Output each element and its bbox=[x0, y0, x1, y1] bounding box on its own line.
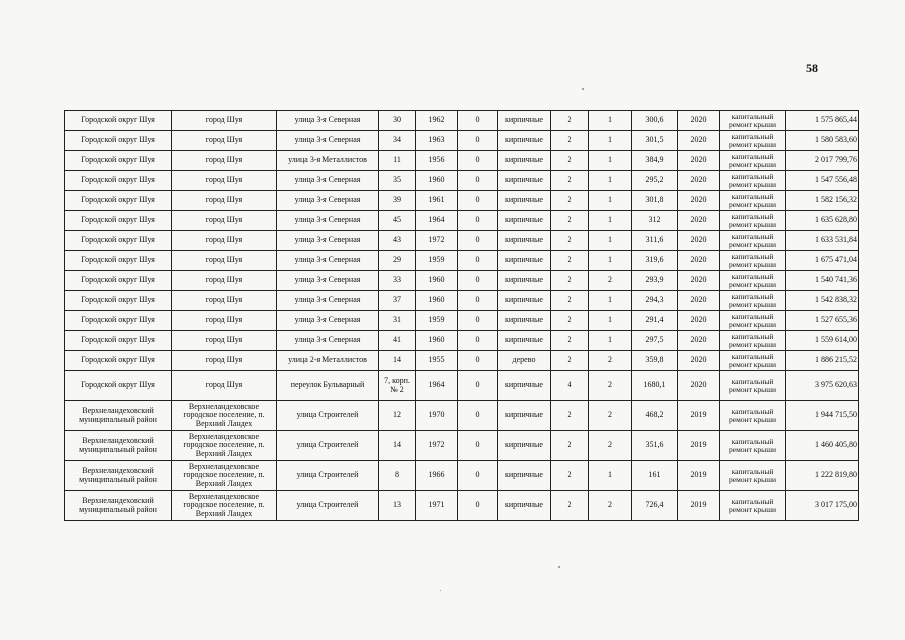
cell-street: улица Строителей bbox=[277, 401, 379, 431]
cell-floors: 2 bbox=[551, 171, 589, 191]
cell-plan-year: 2020 bbox=[678, 291, 720, 311]
cell-settlement: город Шуя bbox=[172, 371, 277, 401]
cell-house-number: 37 bbox=[379, 291, 416, 311]
cell-build-year: 1960 bbox=[416, 331, 458, 351]
cell-street: улица 3-я Северная bbox=[277, 231, 379, 251]
cell-floors: 2 bbox=[551, 151, 589, 171]
table-row bbox=[65, 131, 859, 151]
cell-cost: 1 635 628,80 bbox=[786, 211, 859, 231]
table-row bbox=[65, 311, 859, 331]
cell-house-number: 39 bbox=[379, 191, 416, 211]
cell-flag: 0 bbox=[458, 351, 498, 371]
cell-wall-material: кирпичные bbox=[498, 211, 551, 231]
cell-street: улица 3-я Северная bbox=[277, 211, 379, 231]
cell-area: 293,9 bbox=[632, 271, 678, 291]
cell-settlement: город Шуя bbox=[172, 111, 277, 131]
table-row bbox=[65, 171, 859, 191]
cell-floors: 2 bbox=[551, 291, 589, 311]
cell-house-number: 8 bbox=[379, 461, 416, 491]
cell-district: Городской округ Шуя bbox=[65, 191, 172, 211]
cell-house-number: 35 bbox=[379, 171, 416, 191]
cell-entrances: 1 bbox=[589, 311, 632, 331]
table-row bbox=[65, 461, 859, 491]
cell-entrances: 2 bbox=[589, 271, 632, 291]
cell-street: улица 3-я Северная bbox=[277, 131, 379, 151]
cell-floors: 2 bbox=[551, 111, 589, 131]
cell-build-year: 1963 bbox=[416, 131, 458, 151]
cell-build-year: 1966 bbox=[416, 461, 458, 491]
cell-street: улица 3-я Северная bbox=[277, 271, 379, 291]
cell-entrances: 1 bbox=[589, 111, 632, 131]
cell-work-type: капитальный ремонт крыши bbox=[720, 371, 786, 401]
cell-house-number: 13 bbox=[379, 491, 416, 521]
cell-district: Городской округ Шуя bbox=[65, 291, 172, 311]
cell-entrances: 2 bbox=[589, 431, 632, 461]
cell-cost: 1 547 556,48 bbox=[786, 171, 859, 191]
cell-area: 319,6 bbox=[632, 251, 678, 271]
cell-build-year: 1961 bbox=[416, 191, 458, 211]
cell-build-year: 1960 bbox=[416, 171, 458, 191]
cell-settlement: город Шуя bbox=[172, 251, 277, 271]
cell-floors: 2 bbox=[551, 431, 589, 461]
cell-street: улица 3-я Северная bbox=[277, 111, 379, 131]
cell-wall-material: кирпичные bbox=[498, 431, 551, 461]
cell-plan-year: 2020 bbox=[678, 191, 720, 211]
cell-cost: 1 633 531,84 bbox=[786, 231, 859, 251]
cell-settlement: Верхнеландеховское городское поселение, п. Верхний Ландех bbox=[172, 491, 277, 521]
cell-entrances: 1 bbox=[589, 231, 632, 251]
cell-settlement: город Шуя bbox=[172, 331, 277, 351]
cell-cost: 1 944 715,50 bbox=[786, 401, 859, 431]
cell-flag: 0 bbox=[458, 491, 498, 521]
cell-wall-material: кирпичные bbox=[498, 371, 551, 401]
cell-entrances: 1 bbox=[589, 131, 632, 151]
cell-build-year: 1964 bbox=[416, 371, 458, 401]
table-row bbox=[65, 211, 859, 231]
cell-floors: 2 bbox=[551, 191, 589, 211]
cell-district: Городской округ Шуя bbox=[65, 231, 172, 251]
table-row bbox=[65, 251, 859, 271]
cell-cost: 3 975 620,63 bbox=[786, 371, 859, 401]
cell-plan-year: 2020 bbox=[678, 251, 720, 271]
cell-district: Верхнеландеховский муниципальный район bbox=[65, 401, 172, 431]
cell-district: Городской округ Шуя bbox=[65, 311, 172, 331]
cell-plan-year: 2020 bbox=[678, 371, 720, 401]
cell-area: 359,8 bbox=[632, 351, 678, 371]
cell-build-year: 1972 bbox=[416, 431, 458, 461]
cell-area: 297,5 bbox=[632, 331, 678, 351]
cell-area: 351,6 bbox=[632, 431, 678, 461]
table-row bbox=[65, 331, 859, 351]
cell-floors: 4 bbox=[551, 371, 589, 401]
cell-area: 294,3 bbox=[632, 291, 678, 311]
cell-entrances: 2 bbox=[589, 491, 632, 521]
cell-street: улица 3-я Северная bbox=[277, 191, 379, 211]
cell-build-year: 1962 bbox=[416, 111, 458, 131]
cell-flag: 0 bbox=[458, 171, 498, 191]
cell-settlement: Верхнеландеховское городское поселение, п. Верхний Ландех bbox=[172, 431, 277, 461]
cell-district: Городской округ Шуя bbox=[65, 131, 172, 151]
cell-work-type: капитальный ремонт крыши bbox=[720, 461, 786, 491]
cell-work-type: капитальный ремонт крыши bbox=[720, 171, 786, 191]
cell-area: 301,5 bbox=[632, 131, 678, 151]
cell-area: 468,2 bbox=[632, 401, 678, 431]
cell-plan-year: 2020 bbox=[678, 311, 720, 331]
cell-wall-material: кирпичные bbox=[498, 271, 551, 291]
cell-build-year: 1971 bbox=[416, 491, 458, 521]
cell-settlement: город Шуя bbox=[172, 131, 277, 151]
cell-plan-year: 2019 bbox=[678, 431, 720, 461]
cell-plan-year: 2019 bbox=[678, 401, 720, 431]
cell-floors: 2 bbox=[551, 211, 589, 231]
cell-settlement: город Шуя bbox=[172, 311, 277, 331]
cell-street: улица Строителей bbox=[277, 461, 379, 491]
cell-entrances: 2 bbox=[589, 351, 632, 371]
cell-area: 726,4 bbox=[632, 491, 678, 521]
cell-settlement: Верхнеландеховское городское поселение, п. Верхний Ландех bbox=[172, 461, 277, 491]
cell-street: улица 3-я Металлистов bbox=[277, 151, 379, 171]
cell-plan-year: 2020 bbox=[678, 151, 720, 171]
cell-floors: 2 bbox=[551, 231, 589, 251]
cell-plan-year: 2020 bbox=[678, 211, 720, 231]
cell-cost: 1 575 865,44 bbox=[786, 111, 859, 131]
cell-plan-year: 2020 bbox=[678, 331, 720, 351]
cell-settlement: город Шуя bbox=[172, 291, 277, 311]
cell-cost: 1 559 614,00 bbox=[786, 331, 859, 351]
cell-floors: 2 bbox=[551, 131, 589, 151]
table-row bbox=[65, 491, 859, 521]
cell-cost: 1 460 405,80 bbox=[786, 431, 859, 461]
cell-floors: 2 bbox=[551, 271, 589, 291]
cell-street: улица Строителей bbox=[277, 431, 379, 461]
cell-area: 295,2 bbox=[632, 171, 678, 191]
cell-work-type: капитальный ремонт крыши bbox=[720, 291, 786, 311]
cell-settlement: город Шуя bbox=[172, 191, 277, 211]
cell-work-type: капитальный ремонт крыши bbox=[720, 231, 786, 251]
cell-entrances: 1 bbox=[589, 191, 632, 211]
cell-house-number: 30 bbox=[379, 111, 416, 131]
cell-build-year: 1955 bbox=[416, 351, 458, 371]
cell-district: Городской округ Шуя bbox=[65, 151, 172, 171]
cell-wall-material: кирпичные bbox=[498, 131, 551, 151]
cell-cost: 1 886 215,52 bbox=[786, 351, 859, 371]
cell-street: улица Строителей bbox=[277, 491, 379, 521]
cell-work-type: капитальный ремонт крыши bbox=[720, 331, 786, 351]
cell-wall-material: дерево bbox=[498, 351, 551, 371]
cell-work-type: капитальный ремонт крыши bbox=[720, 351, 786, 371]
cell-house-number: 12 bbox=[379, 401, 416, 431]
cell-street: улица 2-я Металлистов bbox=[277, 351, 379, 371]
cell-floors: 2 bbox=[551, 311, 589, 331]
cell-entrances: 1 bbox=[589, 151, 632, 171]
cell-floors: 2 bbox=[551, 331, 589, 351]
cell-flag: 0 bbox=[458, 271, 498, 291]
cell-entrances: 2 bbox=[589, 401, 632, 431]
cell-cost: 1 222 819,80 bbox=[786, 461, 859, 491]
cell-work-type: капитальный ремонт крыши bbox=[720, 491, 786, 521]
cell-district: Городской округ Шуя bbox=[65, 171, 172, 191]
table-row bbox=[65, 191, 859, 211]
cell-flag: 0 bbox=[458, 231, 498, 251]
cell-entrances: 1 bbox=[589, 251, 632, 271]
cell-work-type: капитальный ремонт крыши bbox=[720, 311, 786, 331]
cell-work-type: капитальный ремонт крыши bbox=[720, 211, 786, 231]
cell-build-year: 1959 bbox=[416, 311, 458, 331]
cell-settlement: город Шуя bbox=[172, 151, 277, 171]
cell-flag: 0 bbox=[458, 211, 498, 231]
cell-flag: 0 bbox=[458, 291, 498, 311]
cell-wall-material: кирпичные bbox=[498, 171, 551, 191]
cell-entrances: 1 bbox=[589, 461, 632, 491]
cell-work-type: капитальный ремонт крыши bbox=[720, 401, 786, 431]
cell-cost: 2 017 799,76 bbox=[786, 151, 859, 171]
cell-house-number: 31 bbox=[379, 311, 416, 331]
cell-floors: 2 bbox=[551, 401, 589, 431]
cell-settlement: Верхнеландеховское городское поселение, п. Верхний Ландех bbox=[172, 401, 277, 431]
cell-plan-year: 2019 bbox=[678, 491, 720, 521]
cell-area: 161 bbox=[632, 461, 678, 491]
cell-flag: 0 bbox=[458, 111, 498, 131]
cell-wall-material: кирпичные bbox=[498, 311, 551, 331]
cell-wall-material: кирпичные bbox=[498, 461, 551, 491]
cell-house-number: 41 bbox=[379, 331, 416, 351]
cell-area: 300,6 bbox=[632, 111, 678, 131]
cell-entrances: 1 bbox=[589, 171, 632, 191]
cell-cost: 1 580 583,60 bbox=[786, 131, 859, 151]
cell-district: Верхнеландеховский муниципальный район bbox=[65, 431, 172, 461]
table-row bbox=[65, 431, 859, 461]
cell-street: улица 3-я Северная bbox=[277, 291, 379, 311]
cell-area: 301,8 bbox=[632, 191, 678, 211]
cell-plan-year: 2020 bbox=[678, 231, 720, 251]
cell-area: 384,9 bbox=[632, 151, 678, 171]
cell-cost: 1 527 655,36 bbox=[786, 311, 859, 331]
cell-build-year: 1972 bbox=[416, 231, 458, 251]
table-row bbox=[65, 151, 859, 171]
cell-entrances: 1 bbox=[589, 291, 632, 311]
cell-settlement: город Шуя bbox=[172, 351, 277, 371]
table-row bbox=[65, 401, 859, 431]
cell-street: переулок Бульварный bbox=[277, 371, 379, 401]
cell-plan-year: 2020 bbox=[678, 171, 720, 191]
cell-wall-material: кирпичные bbox=[498, 491, 551, 521]
cell-district: Городской округ Шуя bbox=[65, 271, 172, 291]
scan-speck bbox=[440, 590, 441, 591]
cell-build-year: 1964 bbox=[416, 211, 458, 231]
cell-build-year: 1960 bbox=[416, 271, 458, 291]
table-row bbox=[65, 231, 859, 251]
cell-build-year: 1960 bbox=[416, 291, 458, 311]
cell-house-number: 14 bbox=[379, 431, 416, 461]
cell-wall-material: кирпичные bbox=[498, 151, 551, 171]
cell-cost: 3 017 175,00 bbox=[786, 491, 859, 521]
cell-cost: 1 542 838,32 bbox=[786, 291, 859, 311]
cell-house-number: 14 bbox=[379, 351, 416, 371]
cell-house-number: 29 bbox=[379, 251, 416, 271]
cell-build-year: 1959 bbox=[416, 251, 458, 271]
cell-flag: 0 bbox=[458, 331, 498, 351]
cell-plan-year: 2019 bbox=[678, 461, 720, 491]
cell-wall-material: кирпичные bbox=[498, 231, 551, 251]
cell-entrances: 1 bbox=[589, 331, 632, 351]
table-row bbox=[65, 371, 859, 401]
cell-work-type: капитальный ремонт крыши bbox=[720, 431, 786, 461]
scan-speck bbox=[582, 88, 584, 90]
cell-floors: 2 bbox=[551, 461, 589, 491]
cell-floors: 2 bbox=[551, 351, 589, 371]
table-row bbox=[65, 111, 859, 131]
cell-district: Городской округ Шуя bbox=[65, 251, 172, 271]
cell-settlement: город Шуя bbox=[172, 271, 277, 291]
cell-street: улица 3-я Северная bbox=[277, 171, 379, 191]
cell-house-number: 34 bbox=[379, 131, 416, 151]
cell-work-type: капитальный ремонт крыши bbox=[720, 251, 786, 271]
cell-flag: 0 bbox=[458, 461, 498, 491]
cell-flag: 0 bbox=[458, 151, 498, 171]
cell-cost: 1 540 741,36 bbox=[786, 271, 859, 291]
cell-house-number: 45 bbox=[379, 211, 416, 231]
housing-repair-table bbox=[64, 110, 859, 521]
cell-work-type: капитальный ремонт крыши bbox=[720, 131, 786, 151]
cell-street: улица 3-я Северная bbox=[277, 331, 379, 351]
cell-work-type: капитальный ремонт крыши bbox=[720, 191, 786, 211]
cell-floors: 2 bbox=[551, 491, 589, 521]
cell-flag: 0 bbox=[458, 401, 498, 431]
cell-street: улица 3-я Северная bbox=[277, 251, 379, 271]
cell-district: Городской округ Шуя bbox=[65, 211, 172, 231]
cell-street: улица 3-я Северная bbox=[277, 311, 379, 331]
cell-entrances: 1 bbox=[589, 211, 632, 231]
cell-floors: 2 bbox=[551, 251, 589, 271]
cell-plan-year: 2020 bbox=[678, 131, 720, 151]
table-row bbox=[65, 351, 859, 371]
cell-wall-material: кирпичные bbox=[498, 111, 551, 131]
cell-flag: 0 bbox=[458, 251, 498, 271]
cell-plan-year: 2020 bbox=[678, 111, 720, 131]
cell-district: Городской округ Шуя bbox=[65, 351, 172, 371]
cell-work-type: капитальный ремонт крыши bbox=[720, 271, 786, 291]
cell-flag: 0 bbox=[458, 371, 498, 401]
cell-flag: 0 bbox=[458, 131, 498, 151]
cell-plan-year: 2020 bbox=[678, 351, 720, 371]
cell-area: 312 bbox=[632, 211, 678, 231]
cell-cost: 1 582 156,32 bbox=[786, 191, 859, 211]
table-row bbox=[65, 291, 859, 311]
cell-wall-material: кирпичные bbox=[498, 191, 551, 211]
cell-house-number: 7, корп. № 2 bbox=[379, 371, 416, 401]
cell-district: Городской округ Шуя bbox=[65, 371, 172, 401]
cell-settlement: город Шуя bbox=[172, 231, 277, 251]
scan-speck bbox=[558, 566, 560, 568]
cell-area: 311,6 bbox=[632, 231, 678, 251]
cell-area: 1680,1 bbox=[632, 371, 678, 401]
cell-house-number: 33 bbox=[379, 271, 416, 291]
cell-wall-material: кирпичные bbox=[498, 331, 551, 351]
cell-flag: 0 bbox=[458, 311, 498, 331]
cell-entrances: 2 bbox=[589, 371, 632, 401]
cell-district: Городской округ Шуя bbox=[65, 111, 172, 131]
cell-district: Городской округ Шуя bbox=[65, 331, 172, 351]
cell-flag: 0 bbox=[458, 431, 498, 461]
cell-area: 291,4 bbox=[632, 311, 678, 331]
table-row bbox=[65, 271, 859, 291]
cell-build-year: 1956 bbox=[416, 151, 458, 171]
cell-build-year: 1970 bbox=[416, 401, 458, 431]
cell-work-type: капитальный ремонт крыши bbox=[720, 151, 786, 171]
cell-wall-material: кирпичные bbox=[498, 251, 551, 271]
cell-work-type: капитальный ремонт крыши bbox=[720, 111, 786, 131]
cell-house-number: 11 bbox=[379, 151, 416, 171]
cell-flag: 0 bbox=[458, 191, 498, 211]
cell-district: Верхнеландеховский муниципальный район bbox=[65, 491, 172, 521]
cell-wall-material: кирпичные bbox=[498, 291, 551, 311]
cell-plan-year: 2020 bbox=[678, 271, 720, 291]
cell-house-number: 43 bbox=[379, 231, 416, 251]
cell-settlement: город Шуя bbox=[172, 211, 277, 231]
cell-cost: 1 675 471,04 bbox=[786, 251, 859, 271]
page-number: 58 bbox=[806, 61, 818, 75]
cell-settlement: город Шуя bbox=[172, 171, 277, 191]
cell-district: Верхнеландеховский муниципальный район bbox=[65, 461, 172, 491]
cell-wall-material: кирпичные bbox=[498, 401, 551, 431]
